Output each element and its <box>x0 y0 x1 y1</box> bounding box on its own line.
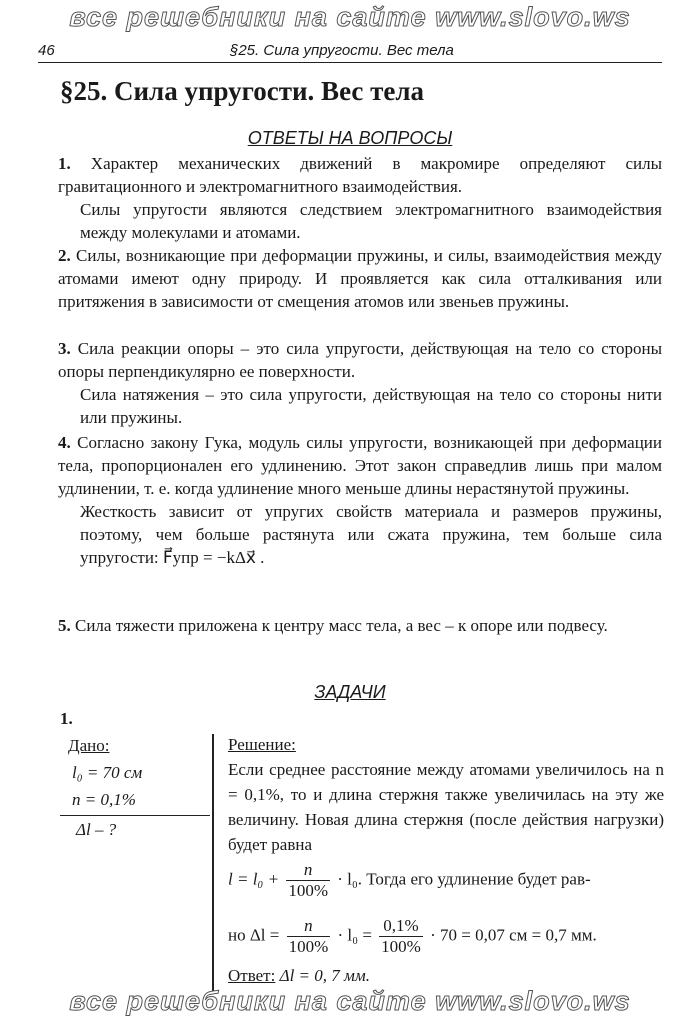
solution-label: Решение: <box>228 735 296 754</box>
answer-1 <box>58 152 662 244</box>
answer-text: Сила тяжести приложена к центру масс тела, а вес – к опоре или подвесу. <box>75 616 608 635</box>
fraction-denominator: 100% <box>288 881 328 900</box>
answer-text: Силы, возникающие при деформации пружины, и силы, взаимодействия между атомами имеют одну природу. И проявляется как сила отталкивания или притяжения в зависимости от смещения атомов или звеньев пружины. <box>58 246 663 311</box>
answer-value: Δl = 0, 7 мм. <box>279 966 370 985</box>
formula-right: · 70 = 0,07 см = 0,7 мм. <box>430 925 597 945</box>
answer-2 <box>58 244 662 313</box>
given-divider <box>212 734 214 992</box>
answer-4 <box>58 431 662 569</box>
fraction-numerator: n <box>287 916 331 937</box>
fraction <box>287 916 331 957</box>
given-item: n = 0,1% <box>72 790 136 809</box>
task-number: 1. <box>60 709 73 728</box>
formula-left: но Δl = <box>228 925 280 945</box>
solution-text: Если среднее расстояние между атомами увеличилось на n = 0,1%, то и длина стержня также увеличилась на эту же величину. Новая длина стержня (после действия нагрузки) будет равна <box>228 760 664 854</box>
formula-mid: · l₀ = <box>337 925 372 945</box>
given-block <box>60 732 210 843</box>
fraction <box>379 916 423 957</box>
answer-number: 1. <box>58 154 71 173</box>
fraction-denominator: 100% <box>381 937 421 956</box>
answer-5 <box>58 614 662 637</box>
given-item: l₀ = 70 см <box>72 763 143 782</box>
answer-number: 3. <box>58 339 71 358</box>
fraction-numerator: 0,1% <box>379 916 423 937</box>
task-answer <box>228 966 370 986</box>
answer-label: Ответ: <box>228 966 276 985</box>
page-number: 46 <box>38 42 55 59</box>
fraction <box>286 860 330 901</box>
answer-number: 4. <box>58 433 71 452</box>
watermark-bottom: все решебники на сайте www.slovo.ws <box>69 986 631 1016</box>
fraction-denominator: 100% <box>288 937 329 956</box>
section-heading-tasks: ЗАДАЧИ <box>314 682 386 702</box>
formula-elongation <box>228 916 664 957</box>
formula-right: · l₀. Тогда его удлинение будет рав- <box>337 869 591 889</box>
solution-block <box>228 732 664 857</box>
fraction-numerator: n <box>286 860 330 881</box>
page-title: §25. Сила упругости. Вес тела <box>60 76 425 106</box>
answer-3 <box>58 337 662 429</box>
running-title: §25. Сила упругости. Вес тела <box>230 42 454 59</box>
find-item: Δl – ? <box>60 815 210 843</box>
answer-extra: Сила натяжения – это сила упругости, действующая на тело со стороны нити или пружины. <box>80 385 662 427</box>
section-heading-answers: ОТВЕТЫ НА ВОПРОСЫ <box>247 128 453 148</box>
running-header <box>38 40 662 63</box>
answer-text: Характер механических движений в макромире определяют силы гравитационного и электромагнитного взаимодействия. <box>58 154 662 196</box>
formula-left: l = l₀ + <box>228 869 280 889</box>
answer-extra: Жесткость зависит от упругих свойств материала и размеров пружины, поэтому, чем больше растянута или сжата пружина, тем больше сила упругости: F⃗упр = −kΔx⃗ . <box>80 502 662 567</box>
answer-number: 2. <box>58 246 71 265</box>
answer-text: Сила реакции опоры – это сила упругости, действующая на тело со стороны опоры перпендикулярно ее поверхности. <box>58 339 663 381</box>
answer-number: 5. <box>58 616 71 635</box>
formula-new-length <box>228 860 664 901</box>
answer-text: Согласно закону Гука, модуль силы упругости, возникающей при деформации тела, пропорционален его удлинению. Этот закон справедлив лишь при малом удлинении, т. е. когда удлинение много меньше длины нерастянутой пружины. <box>58 433 663 498</box>
given-label: Дано: <box>68 736 110 755</box>
watermark-top: все решебники на сайте www.slovo.ws <box>69 2 631 32</box>
answer-extra: Силы упругости являются следствием электромагнитного взаимодействия между молекулами и атомами. <box>80 200 662 242</box>
